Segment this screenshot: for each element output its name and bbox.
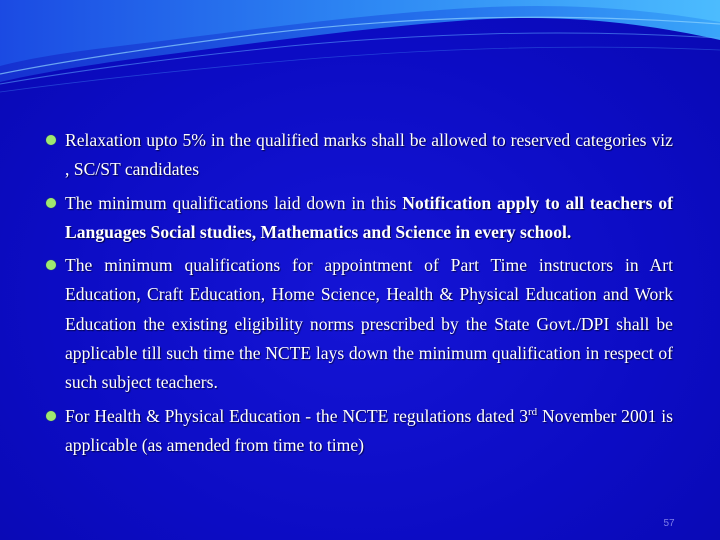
bullet-icon: [46, 411, 56, 421]
bullet-item: [46, 402, 673, 461]
page-number: 57: [663, 518, 675, 529]
header-wave-decoration: [0, 0, 720, 95]
bullet-icon: [46, 260, 56, 270]
bullet-item: [46, 189, 673, 248]
bullet-icon: [46, 198, 56, 208]
bullet-icon: [46, 135, 56, 145]
bullet-item: [46, 251, 673, 397]
bullet-text: For Health & Physical Education - the NCTE regulations dated 3: [65, 405, 529, 426]
bullet-text: The minimum qualifications for appointment of Part Time instructors in Art Education, Craft Education, Home Science, Health & Physical Education and Work Education the existing eligibility norms prescribed by the State Govt./DPI shall be applicable till such time the NCTE lays down the minimum qualification in respect of such subject teachers.: [65, 255, 673, 393]
bullet-list: [46, 126, 673, 464]
ordinal-suffix: rd: [528, 405, 538, 418]
bullet-text: Relaxation upto 5% in the qualified marks shall be allowed to reserved categories viz , SC/ST candidates: [65, 130, 673, 180]
bullet-text: The minimum qualifications laid down in this: [65, 192, 403, 213]
bullet-item: [46, 126, 673, 185]
bullet-text-continued: November 2001 is applicable (as amended from time to time): [65, 405, 673, 455]
bullet-text-bold: Notification apply to all teachers of Languages Social studies, Mathematics and Science in every school.: [65, 192, 673, 242]
